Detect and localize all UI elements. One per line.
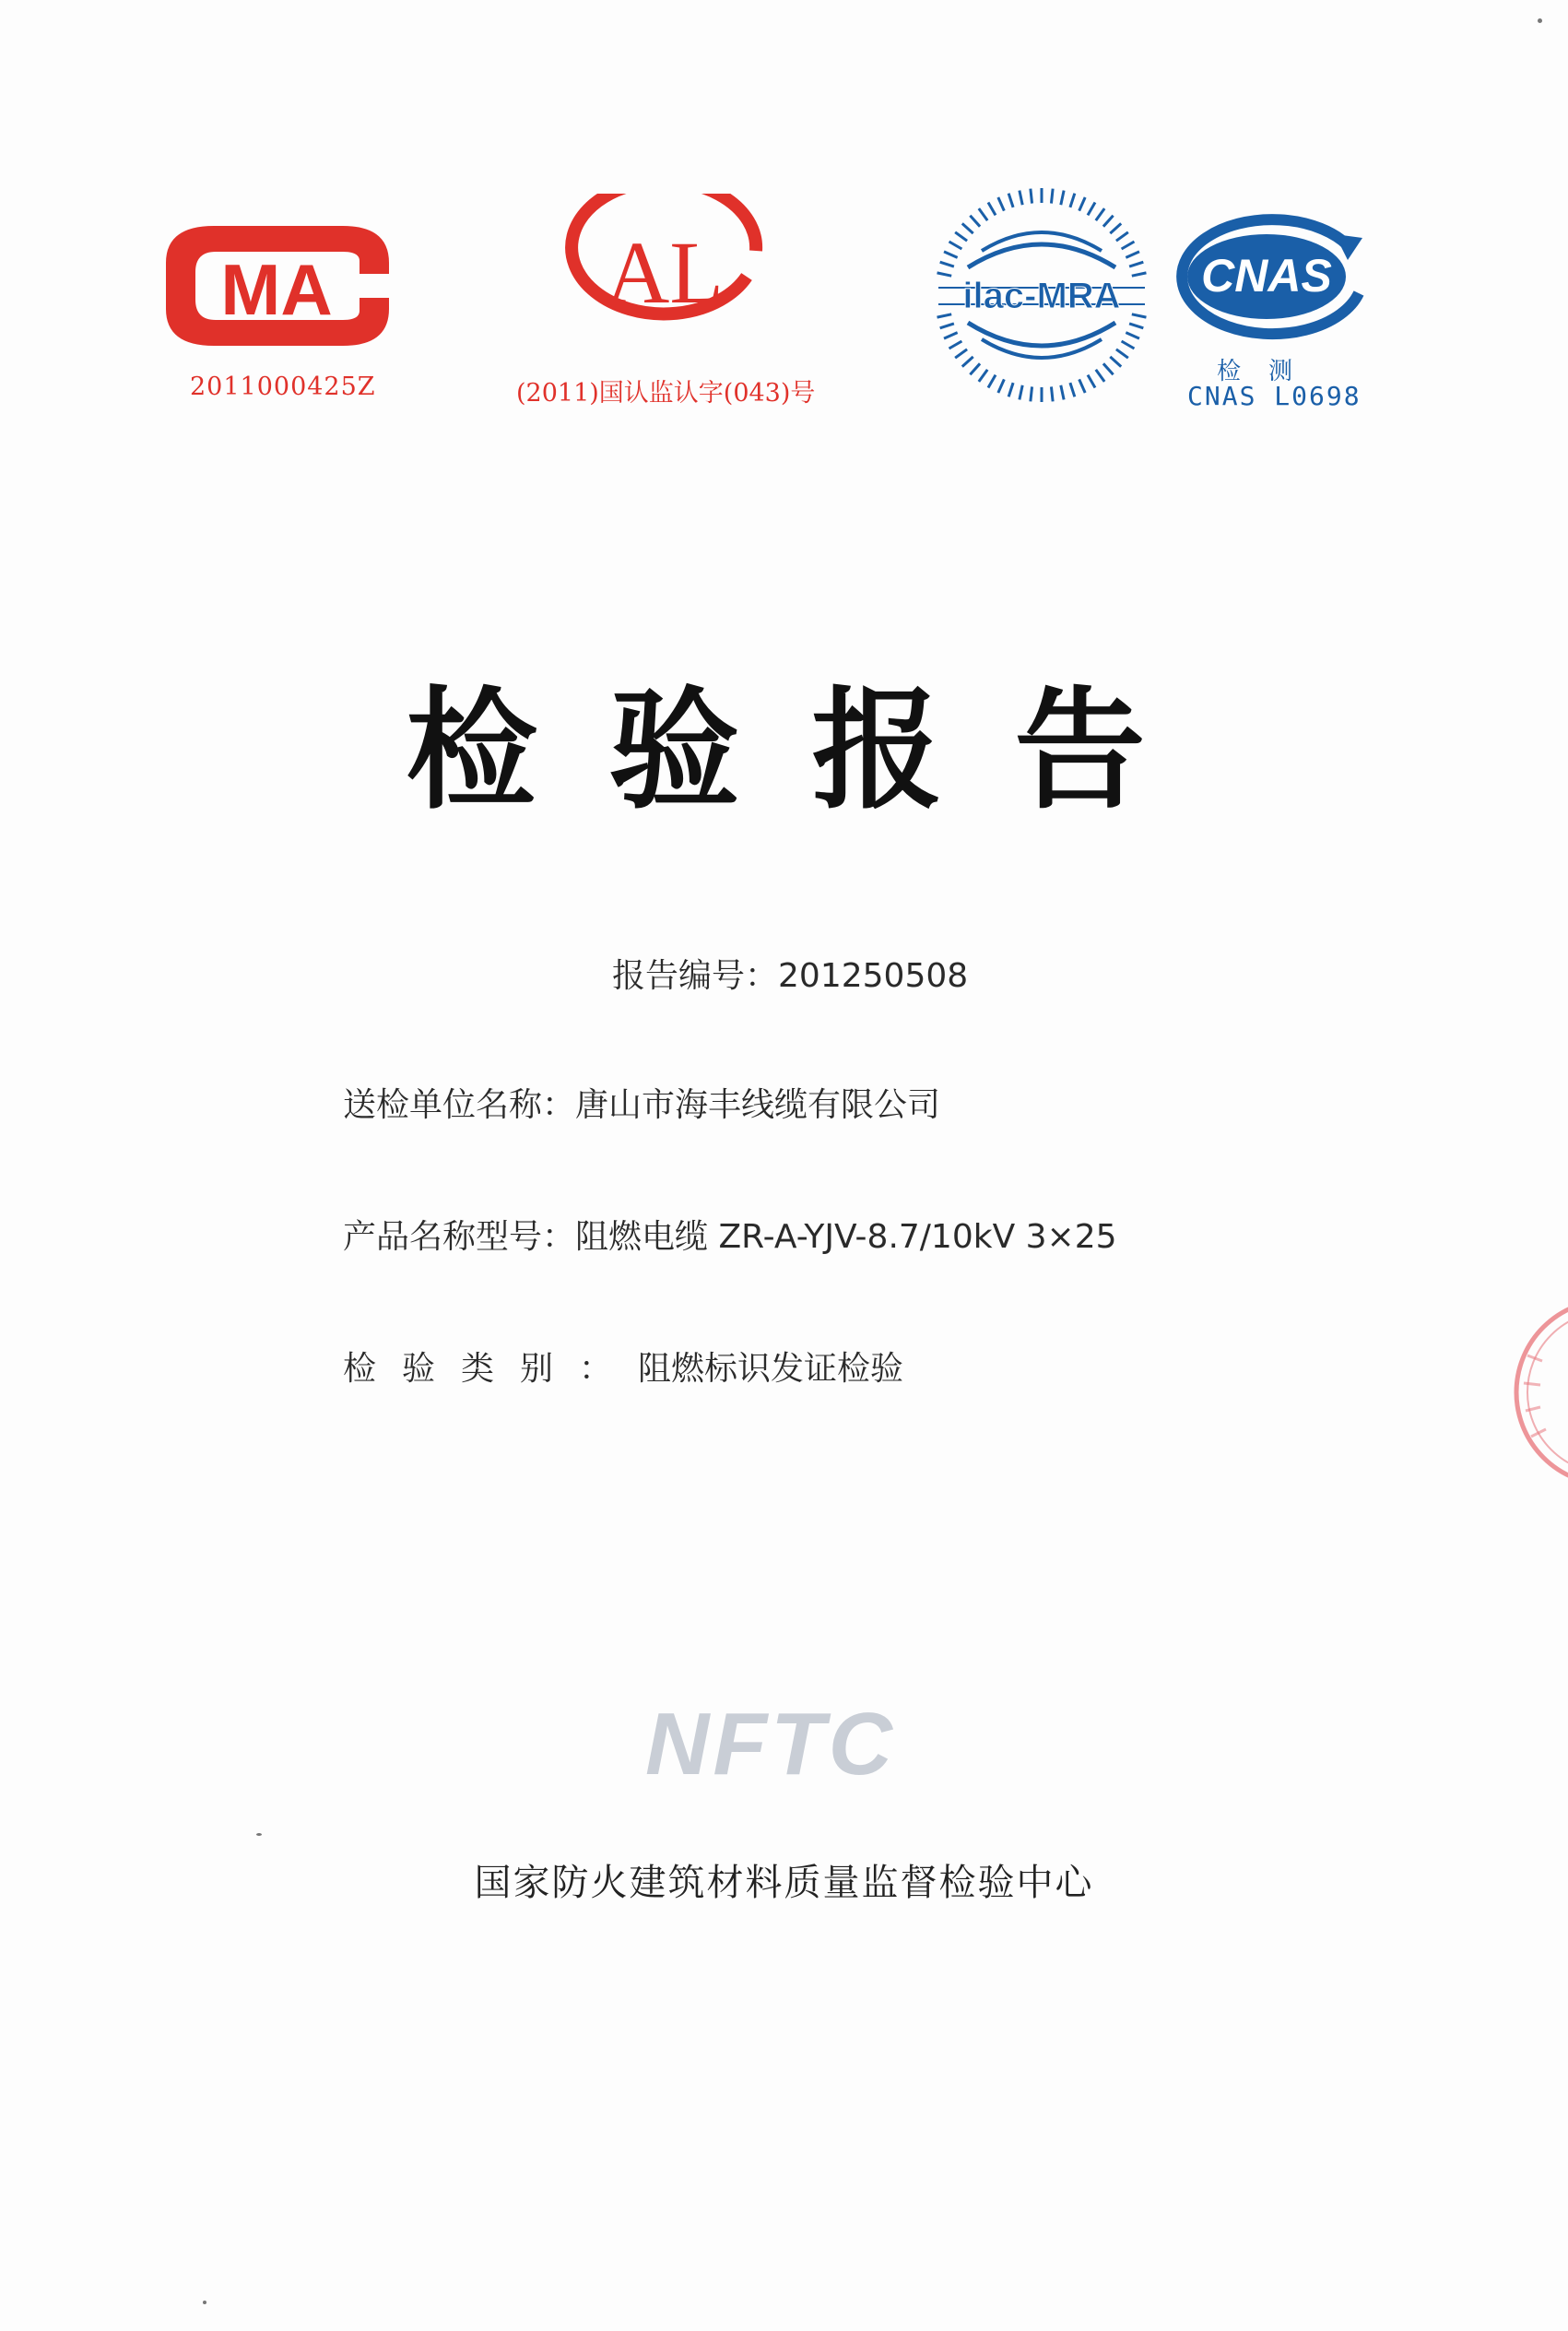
ilac-tick-mark — [955, 349, 967, 358]
ilac-tick-mark — [1088, 203, 1095, 216]
ilac-tick-mark — [1079, 197, 1086, 211]
ilac-tick-mark — [955, 232, 967, 241]
submitting-unit-label: 送检单位名称： — [343, 1086, 576, 1124]
cma-logo-text: MA — [220, 249, 333, 330]
ilac-tick-mark — [1020, 385, 1022, 400]
ilac-tick-mark — [1031, 189, 1032, 204]
ilac-tick-mark — [1070, 194, 1075, 207]
cnas-logo — [1163, 201, 1375, 358]
ilac-tick-mark — [1008, 194, 1013, 207]
cnas-accreditation-number: CNAS L0698 — [1187, 381, 1362, 411]
inspection-category-label: 检验类别： — [343, 1350, 639, 1388]
ilac-tick-mark — [1103, 216, 1114, 227]
ilac-tick-mark — [1061, 191, 1064, 206]
scan-speck — [203, 2301, 206, 2304]
ilac-tick-mark — [1116, 232, 1128, 241]
ilac-tick-mark — [1129, 262, 1143, 266]
ilac-tick-mark — [962, 357, 973, 367]
ilac-tick-mark — [944, 333, 958, 339]
ilac-tick-mark — [949, 341, 962, 349]
ilac-tick-mark — [1126, 333, 1139, 339]
report-title: 检验报告 — [406, 675, 1218, 827]
ilac-tick-mark — [1061, 385, 1064, 400]
cma-logo — [159, 217, 398, 355]
ilac-tick-mark — [970, 216, 980, 227]
report-number-label: 报告编号： — [612, 957, 779, 995]
scan-speck — [1538, 18, 1542, 23]
ilac-logo-text: ilac-MRA — [962, 276, 1121, 316]
issuing-center-name: 国家防火建筑材料质量监督检验中心 — [474, 1862, 1094, 1904]
ilac-tick-mark — [1096, 208, 1104, 220]
inspection-category-field — [343, 1343, 903, 1390]
ilac-tick-mark — [1031, 386, 1032, 401]
ilac-tick-mark — [1116, 349, 1128, 358]
inspection-category-value: 阻燃标识发证检验 — [638, 1350, 904, 1388]
ilac-tick-mark — [1132, 273, 1147, 276]
submitting-unit-value: 唐山市海丰线缆有限公司 — [575, 1086, 941, 1124]
product-model-field — [343, 1211, 1117, 1258]
ilac-tick-mark — [988, 203, 996, 216]
ilac-tick-mark — [1110, 357, 1121, 367]
ilac-tick-mark — [988, 375, 996, 388]
ilac-tick-mark — [962, 223, 973, 233]
scan-speck — [256, 1833, 262, 1836]
product-model-value: 阻燃电缆 ZR-A-YJV-8.7/10kV 3×25 — [575, 1218, 1117, 1256]
nftc-watermark-text: NFTC — [645, 1697, 896, 1789]
ilac-tick-mark — [940, 262, 954, 266]
partial-seal-stamp — [1498, 1272, 1568, 1512]
ilac-tick-mark — [1126, 252, 1139, 258]
ilac-tick-mark — [998, 379, 1005, 393]
ilac-tick-mark — [1122, 242, 1135, 249]
product-model-label: 产品名称型号： — [343, 1218, 576, 1256]
ilac-tick-mark — [1079, 379, 1086, 393]
report-number-field — [612, 950, 968, 997]
ilac-tick-mark — [944, 252, 958, 258]
ilac-tick-mark — [940, 324, 954, 328]
submitting-unit-field — [343, 1079, 940, 1126]
cnas-logo-text: CNAS — [1201, 250, 1332, 302]
cnas-testing-label: 检测 — [1217, 358, 1321, 385]
ilac-tick-mark — [1020, 191, 1022, 206]
ilac-tick-mark — [979, 208, 987, 220]
ilac-tick-mark — [1122, 341, 1135, 349]
cal-logo-text: AL — [606, 223, 724, 322]
ilac-tick-mark — [1008, 383, 1013, 396]
ilac-tick-mark — [1096, 370, 1104, 382]
ilac-tick-mark — [998, 197, 1005, 211]
ilac-tick-mark — [970, 363, 980, 374]
ilac-tick-mark — [937, 314, 952, 317]
ilac-tick-mark — [1132, 314, 1147, 317]
ilac-tick-mark — [979, 370, 987, 382]
cma-accreditation-number: 2011000425Z — [190, 373, 376, 401]
ilac-tick-mark — [1129, 324, 1143, 328]
cal-logo — [558, 194, 770, 341]
ilac-tick-mark — [1070, 383, 1075, 396]
nftc-watermark — [614, 1697, 927, 1789]
ilac-tick-mark — [1051, 189, 1053, 204]
ilac-tick-mark — [1110, 223, 1121, 233]
ilac-tick-mark — [1051, 386, 1053, 401]
ilac-tick-mark — [937, 273, 952, 276]
cal-accreditation-number: (2011)国认监认字(043)号 — [516, 379, 816, 408]
ilac-tick-mark — [1103, 363, 1114, 374]
ilac-tick-mark — [1088, 375, 1095, 388]
ilac-mra-logo — [931, 184, 1152, 406]
ilac-tick-mark — [949, 242, 962, 249]
report-number-value: 201250508 — [778, 957, 969, 995]
